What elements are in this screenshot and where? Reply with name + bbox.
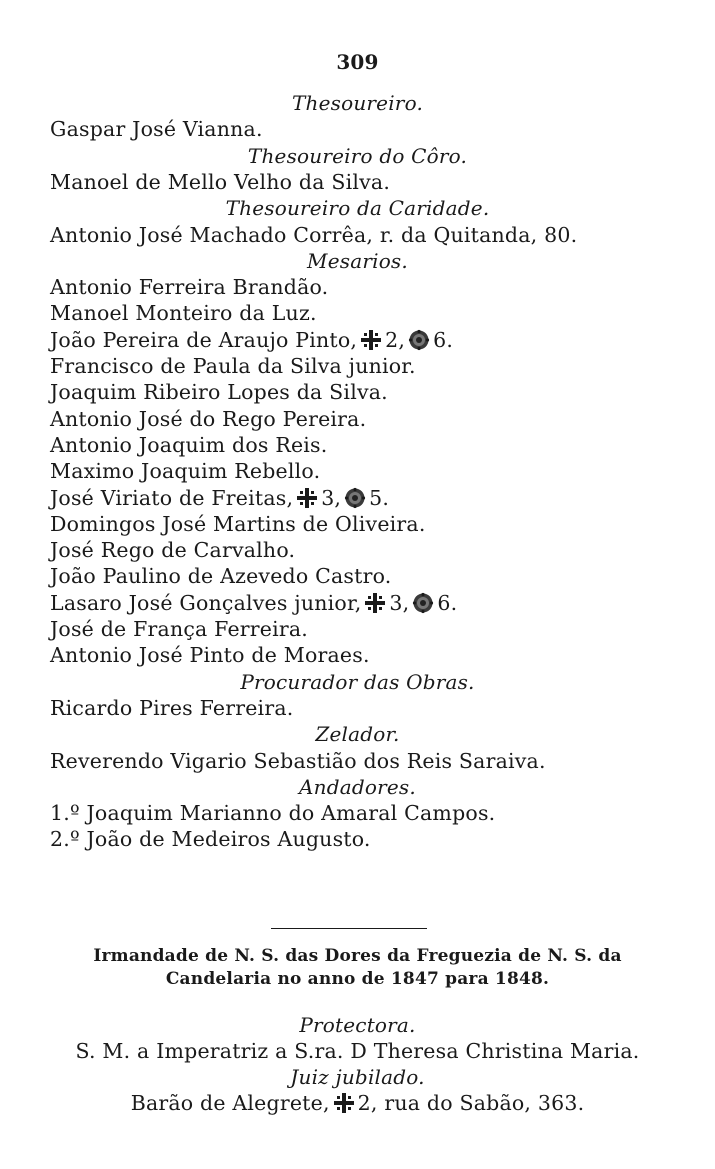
member-line: Domingos José Martins de Oliveira. bbox=[50, 511, 426, 536]
cross-number: 3, bbox=[389, 590, 410, 615]
member-line bbox=[50, 327, 453, 353]
heading-juiz-jubilado: Juiz jubilado. bbox=[290, 1065, 425, 1089]
member-name: João Pereira de Araujo Pinto, bbox=[50, 327, 358, 352]
medal-rosette-icon bbox=[412, 592, 434, 614]
member-line: Maximo Joaquim Rebello. bbox=[50, 459, 321, 484]
member-line: Manoel de Mello Velho da Silva. bbox=[50, 169, 391, 194]
medal-number: 6. bbox=[433, 327, 454, 352]
section-title-line-2: Candelaria no anno de 1847 para 1848. bbox=[165, 969, 550, 989]
juiz-jubilado-line bbox=[0, 1090, 715, 1116]
order-cross-icon bbox=[364, 592, 386, 614]
medal-number: 6. bbox=[437, 590, 458, 615]
heading-protectora: Protectora. bbox=[299, 1013, 416, 1037]
member-line: Joaquim Ribeiro Lopes da Silva. bbox=[50, 380, 388, 405]
section-heading: Thesoureiro do Côro. bbox=[247, 143, 468, 168]
order-cross-icon bbox=[333, 1092, 355, 1114]
cross-number: 2, bbox=[385, 327, 406, 352]
member-name: Lasaro José Gonçalves junior, bbox=[50, 590, 362, 615]
member-line: Manoel Monteiro da Luz. bbox=[50, 301, 317, 326]
member-line: Reverendo Vigario Sebastião dos Reis Saraiva. bbox=[50, 748, 546, 773]
member-line: Antonio Joaquim dos Reis. bbox=[50, 432, 328, 457]
member-line: Antonio Ferreira Brandão. bbox=[50, 275, 329, 300]
section-heading: Andadores. bbox=[299, 774, 416, 799]
member-line: Antonio José do Rego Pereira. bbox=[50, 406, 367, 431]
order-cross-icon bbox=[360, 329, 382, 351]
member-line: José Rego de Carvalho. bbox=[50, 538, 296, 563]
juiz-name: Barão de Alegrete, bbox=[130, 1091, 330, 1115]
member-line: 1.º Joaquim Marianno do Amaral Campos. bbox=[50, 801, 496, 826]
member-line: Ricardo Pires Ferreira. bbox=[50, 695, 294, 720]
juiz-cross-number: 2, bbox=[357, 1091, 378, 1115]
cross-number: 3, bbox=[321, 485, 342, 510]
member-line: Francisco de Paula da Silva junior. bbox=[50, 354, 416, 378]
member-line bbox=[50, 485, 389, 511]
member-line: José de França Ferreira. bbox=[50, 617, 309, 641]
member-line: Gaspar José Vianna. bbox=[50, 117, 263, 142]
medal-rosette-icon bbox=[344, 487, 366, 509]
member-line: Antonio José Pinto de Moraes. bbox=[50, 643, 370, 668]
member-line: 2.º João de Medeiros Augusto. bbox=[50, 827, 371, 852]
section-heading: Zelador. bbox=[315, 722, 400, 747]
page-number: 309 bbox=[336, 50, 379, 74]
section-heading: Thesoureiro. bbox=[291, 91, 424, 115]
section-title-line-1: Irmandade de N. S. das Dores da Freguezia de N. S. da bbox=[93, 946, 622, 966]
juiz-address: rua do Sabão, 363. bbox=[384, 1091, 585, 1115]
protectora-line: S. M. a Imperatriz a S.ra. D Theresa Christina Maria. bbox=[75, 1039, 640, 1063]
section-heading: Mesarios. bbox=[307, 248, 408, 273]
member-line bbox=[50, 590, 457, 616]
medal-number: 5. bbox=[369, 485, 390, 510]
member-name: José Viriato de Freitas, bbox=[50, 485, 294, 510]
section-divider bbox=[271, 928, 427, 929]
order-cross-icon bbox=[296, 487, 318, 509]
member-line: João Paulino de Azevedo Castro. bbox=[50, 564, 392, 589]
section-heading: Procurador das Obras. bbox=[240, 669, 475, 694]
member-line: Antonio José Machado Corrêa, r. da Quitanda, 80. bbox=[50, 222, 578, 247]
section-heading: Thesoureiro da Caridade. bbox=[225, 196, 490, 221]
medal-rosette-icon bbox=[408, 329, 430, 351]
